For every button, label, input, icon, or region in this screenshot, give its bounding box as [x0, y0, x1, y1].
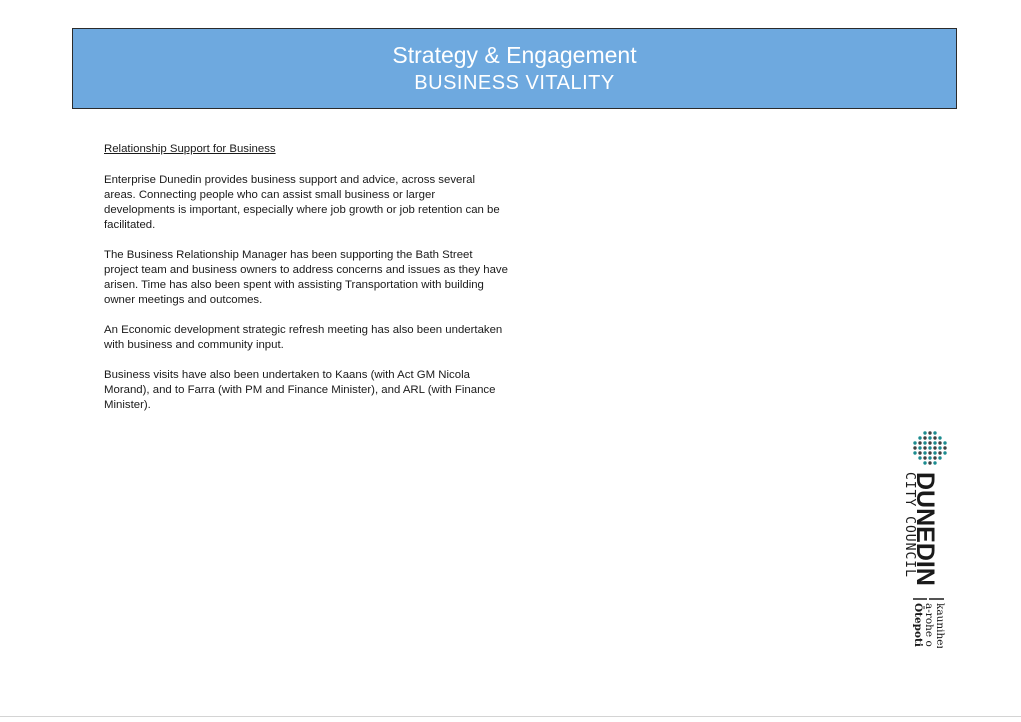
logo-dot [923, 456, 926, 459]
logo-dot [923, 446, 926, 449]
logo-emblem-icon [913, 431, 946, 464]
logo-dot [913, 451, 916, 454]
paragraph: Business visits have also been undertaken to Kaans (with Act GM Nicola Morand), and to Farra (with PM and Finance Minister), and ARL (with Finance Minister). [104, 369, 496, 411]
logo-dot [938, 436, 941, 439]
logo-dot [923, 451, 926, 454]
logo-dot [938, 441, 941, 444]
logo-dot [933, 436, 936, 439]
logo-dot [928, 431, 931, 434]
paragraph: The Business Relationship Manager has been supporting the Bath Street project team and business owners to address concerns and issues as they have arisen. Time has also been spent with assisting Transportation with building owner meetings and outcomes. [104, 249, 508, 306]
logo-dot [923, 431, 926, 434]
logo-dot [938, 451, 941, 454]
logo-maori-2: a-rohe o [923, 603, 935, 647]
logo-maori-1: kaunihera [934, 603, 946, 648]
logo-dot [928, 441, 931, 444]
header-banner [72, 28, 957, 109]
logo-line2: CITY COUNCIL [905, 472, 917, 578]
logo-dot [933, 446, 936, 449]
logo-graphic [905, 426, 965, 648]
logo-dot [923, 441, 926, 444]
logo-dot [933, 456, 936, 459]
dunedin-city-council-logo [905, 426, 965, 648]
paragraph: An Economic development strategic refresh meeting has also been undertaken with business and community input. [104, 324, 503, 351]
logo-dot [913, 446, 916, 449]
logo-dot [918, 441, 921, 444]
logo-dot [933, 441, 936, 444]
logo-name: DUNEDIN [911, 472, 939, 586]
logo-dot [928, 451, 931, 454]
logo-dot [943, 446, 946, 449]
page-title: Strategy & Engagement [392, 42, 637, 68]
logo-dot [918, 456, 921, 459]
logo-dot [928, 446, 931, 449]
logo-dot [943, 441, 946, 444]
logo-dot [918, 451, 921, 454]
logo-dot [938, 446, 941, 449]
paragraph: Enterprise Dunedin provides business support and advice, across several areas. Connecting people who can assist small business or larger developments is important, especially where job growth or job retention can be facilitated. [104, 174, 500, 231]
main-content [104, 142, 509, 428]
logo-dot [933, 461, 936, 464]
logo-dot [928, 461, 931, 464]
page-bottom-border [0, 716, 1021, 717]
logo-dot [923, 436, 926, 439]
logo-dot [928, 436, 931, 439]
logo-dot [943, 451, 946, 454]
logo-dot [923, 461, 926, 464]
logo-dot [918, 436, 921, 439]
logo-dot [938, 456, 941, 459]
logo-dot [928, 456, 931, 459]
logo-maori-3: Ōtepoti [912, 603, 924, 647]
logo-dot [913, 441, 916, 444]
logo-dot [918, 446, 921, 449]
logo-dot [933, 431, 936, 434]
page-subtitle: BUSINESS VITALITY [414, 72, 615, 94]
section-heading: Relationship Support for Business [104, 143, 276, 155]
logo-dot [933, 451, 936, 454]
